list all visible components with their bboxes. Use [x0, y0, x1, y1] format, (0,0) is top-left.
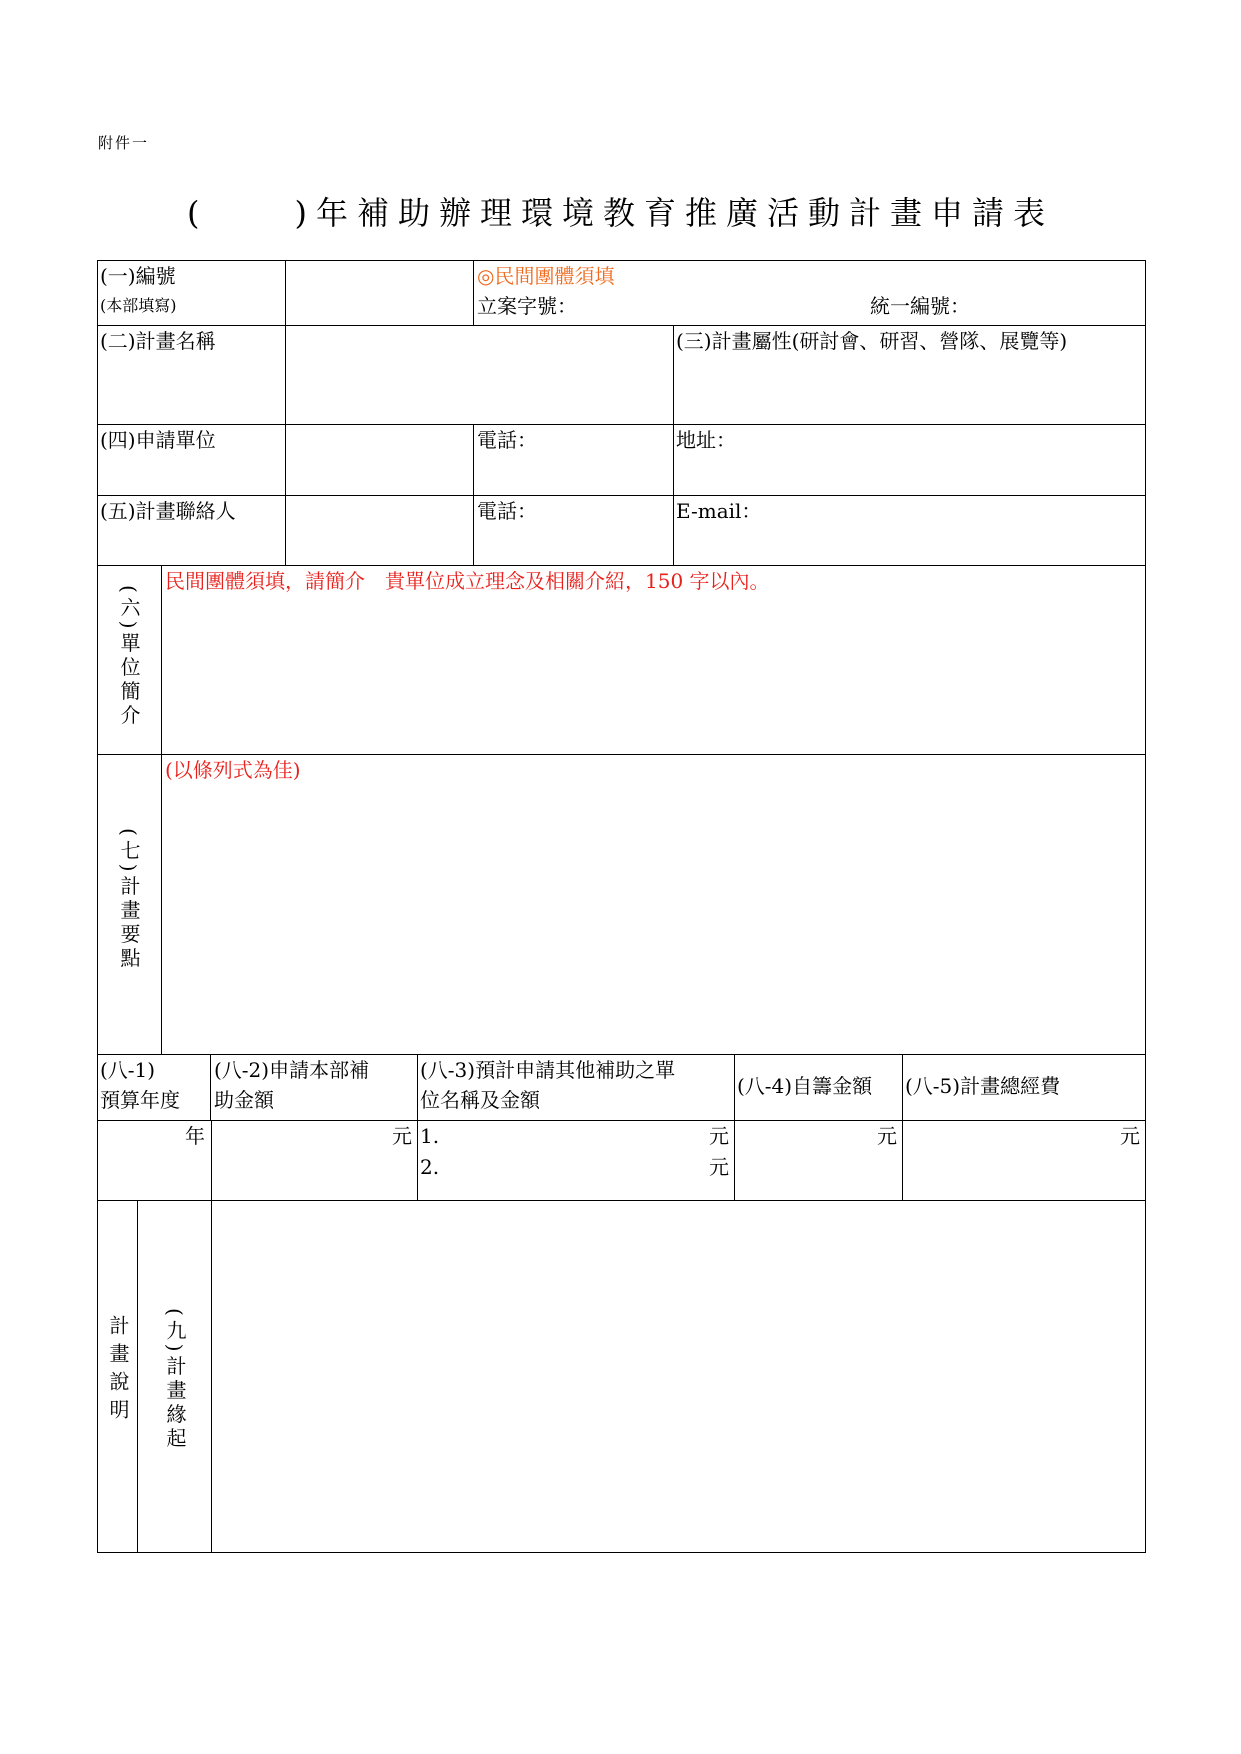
plan-highlights-label: (七)計畫要點 — [117, 828, 141, 972]
other-subsidy-item-1-unit: 元 — [709, 1124, 729, 1148]
title-close-paren: ) — [294, 194, 316, 232]
applicant-phone-label: 電話： — [477, 428, 537, 452]
application-form — [97, 260, 1146, 1553]
unit-intro-hint: 民間團體須填，請簡介 貴單位成立理念及相關介紹，150 字以內。 — [165, 569, 770, 593]
page-title — [0, 188, 1241, 234]
budget-year-header-2: 預算年度 — [100, 1088, 180, 1112]
other-subsidy-header: (八-3)預計申請其他補助之單 — [420, 1058, 676, 1082]
serial-number-sublabel: (本部填寫) — [100, 296, 177, 315]
other-subsidy-header-2: 位名稱及金額 — [420, 1088, 540, 1112]
budget-year-unit: 年 — [185, 1124, 205, 1148]
serial-number-label: (一)編號 — [100, 264, 176, 288]
unit-intro-label: (六)單位簡介 — [117, 585, 141, 729]
ministry-subsidy-header-2: 助金額 — [214, 1088, 274, 1112]
title-open-paren: ( — [187, 194, 209, 232]
applicant-address-label: 地址： — [676, 428, 736, 452]
ministry-subsidy-header: (八-2)申請本部補 — [214, 1058, 370, 1082]
self-funded-header: (八-4)自籌金額 — [737, 1074, 873, 1098]
contact-email-label: E-mail： — [676, 499, 762, 523]
ngo-required-notice: ◎民間團體須填 — [477, 264, 615, 288]
budget-year-header: (八-1) — [100, 1058, 156, 1082]
plan-name-label: (二)計畫名稱 — [100, 329, 216, 353]
plan-description-label: 計畫說明 — [106, 1315, 130, 1427]
total-budget-unit: 元 — [1120, 1124, 1140, 1148]
other-subsidy-item-2-unit: 元 — [709, 1155, 729, 1179]
other-subsidy-item-2: 2. — [420, 1155, 440, 1179]
total-budget-header: (八-5)計畫總經費 — [905, 1074, 1061, 1098]
ministry-subsidy-unit: 元 — [392, 1124, 412, 1148]
plan-origin-label: (九)計畫緣起 — [163, 1308, 187, 1452]
other-subsidy-item-1: 1. — [420, 1124, 440, 1148]
contact-phone-label: 電話： — [477, 499, 537, 523]
plan-highlights-hint: (以條列式為佳) — [165, 758, 301, 782]
unified-number-label: 統一編號： — [870, 294, 970, 318]
self-funded-unit: 元 — [877, 1124, 897, 1148]
attachment-label: 附件一 — [98, 134, 150, 152]
contact-person-label: (五)計畫聯絡人 — [100, 499, 236, 523]
plan-type-label: (三)計畫屬性(研討會、研習、營隊、展覽等) — [676, 329, 1068, 353]
applicant-unit-label: (四)申請單位 — [100, 428, 216, 452]
registration-number-label: 立案字號： — [477, 294, 577, 318]
title-text: 年補助辦理環境教育推廣活動計畫申請表 — [315, 194, 1054, 232]
